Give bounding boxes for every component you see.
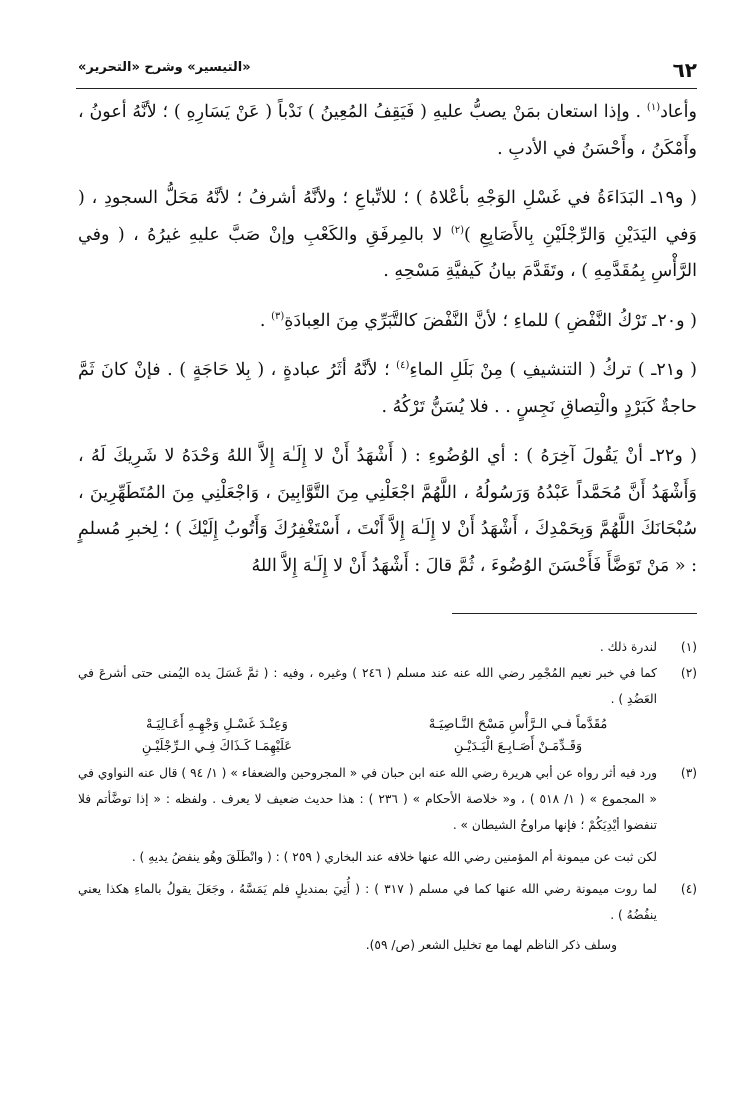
footnote-ref-4: (٤) bbox=[396, 360, 410, 372]
footnote-ref-3: (٣) bbox=[271, 310, 285, 322]
footnote-1 bbox=[78, 634, 697, 660]
footnote-4-note: وسلف ذكر الناظم لهما مع تخليل الشعر (ص/ ٥٩). bbox=[365, 938, 617, 952]
footnote-text: ورد فيه أثر رواه عن أبي هريرة رضي الله عنه ابن حبان في « المجروحين والضعفاء » ( ١/ ٩٤ ) قال عنه النواوي في « المجموع » ( ١/ ٥١٨ ) ، و« خلاصة الأحكام » ( ٢٣٦ ) : هذا حديث ضعيف لا يعرف . ولفظه : « إذا توضَّأتم فلا تنفضوا أيْدِيَكُمْ ؛ فإنها مراوحُ الشيطان » . bbox=[78, 766, 657, 832]
poem-verses bbox=[78, 714, 697, 758]
verse-line bbox=[78, 714, 657, 736]
footnote-2 bbox=[78, 660, 697, 712]
header-rule bbox=[76, 88, 697, 89]
footnotes bbox=[78, 634, 697, 958]
hemistich-left: وَعِنْـدَ غَسْـلِ وَجْهِـهِ أَعَـالِيَـهْ bbox=[145, 717, 288, 732]
footnote-number: (٣) bbox=[680, 766, 697, 780]
text-run: ( و٢١ـ ) تركُ ( التنشيفِ ) مِنْ بَلَلِ الماءِ bbox=[409, 360, 697, 380]
text-run: ( و١٩ـ البَدَاءَةُ في غَسْلِ الوَجْهِ بأعْلاهُ ) ؛ للاتِّباعِ ؛ ولأنَّهُ أشرفُ ؛ لأنَّهُ مَحَلُّ السجودِ ، ( وَفي اليَدَيْنِ وَالرِّجْلَيْنِ بِالأَصَابِعِ ) bbox=[78, 188, 698, 245]
text-run: . وإذا استعان بمَنْ يصبُّ عليهِ ( فَيَقِفُ المُعِينُ ) نَدْباً ( عَنْ يَسَارِهِ ) ؛ لأنَّهُ أعونُ ، وأَمْكَنُ ، وأَحْسَنُ في الأدبِ . bbox=[78, 102, 697, 159]
footnote-text: كما في خبر نعيم المُجْمِر رضي الله عنه عند مسلم ( ٢٤٦ ) وغيره ، وفيه : ( ثمَّ غَسَلَ يده اليُمنى حتى أشرعَ في العَضُدِ ) . bbox=[78, 666, 657, 706]
footnote-ref-2: (٢) bbox=[450, 224, 465, 236]
text-run: ؛ لأنَّهُ أثَرُ عبادةٍ ، ( بِلا حَاجَةٍ ) . فإنْ كانَ ثَمَّ حاجةٌ كَبَرْدٍ والْتِصاقِ نَجِسٍ . . فلا يُسَنُّ تَرْكُهُ . bbox=[78, 360, 697, 417]
footnote-4 bbox=[78, 876, 697, 928]
hemistich-right: وَقَـدِّمَـنْ أَصَـابِـعَ الْيَـدَيْـنِ bbox=[453, 739, 583, 754]
text-run: . bbox=[259, 310, 272, 331]
footnote-rule bbox=[452, 613, 697, 614]
page-number: ٦٢ bbox=[672, 58, 697, 82]
verse-line bbox=[78, 736, 657, 758]
footnote-3 bbox=[78, 760, 697, 838]
footnote-number: (٢) bbox=[680, 666, 697, 680]
page-header bbox=[78, 58, 697, 84]
paragraph-5: ( و٢٢ـ أنْ يَقُولَ آخِرَهُ ) : أي الوُضُوءِ : ( أَشْهَدُ أَنْ لا إِلَـٰهَ إِلاَّ اللهُ وَحْدَهُ لا شَرِيكَ لَهُ ، وَأَشْهَدُ أَنَّ مُحَمَّداً عَبْدُهُ وَرَسُولُهُ ، اللَّهُمَّ اجْعَلْنِي مِنَ التَّوَّابِينَ ، وَاجْعَلْنِي مِنَ المُتَطَهِّرِينَ ، سُبْحَانَكَ اللَّهُمَّ وَبِحَمْدِكَ ، أَشْهَدُ أَنْ لا إِلَـٰهَ إِلاَّ أَنْتَ ، أَسْتَغْفِرُكَ وَأَتُوبُ إِلَيْكَ ) ؛ لِخبرِ مُسلمٍ : « مَنْ تَوَضَّأَ فَأَحْسَنَ الوُضُوءَ ، ثُمَّ قالَ : أَشْهَدُ أَنْ لا إِلَـٰهَ إِلاَّ اللهُ bbox=[78, 446, 697, 576]
paragraph-3 bbox=[78, 303, 697, 340]
text-run: وأعاد bbox=[660, 102, 697, 122]
main-text bbox=[78, 94, 697, 597]
paragraph-4 bbox=[78, 352, 697, 425]
text-run: ( و٢٠ـ تَرْكُ النَّفْضِ ) للماءِ ؛ لأنَّ النَّفْضَ كالتَّبَرِّي مِنَ العِبادَةِ bbox=[284, 310, 697, 331]
footnote-ref-1: (١) bbox=[646, 102, 661, 114]
running-title: «التيسير» وشرح «التحرير» bbox=[78, 60, 251, 75]
hemistich-left: عَلَيْهِمَـا كَـذَاكَ فِـي الـرِّجْلَيْـنِ bbox=[141, 739, 293, 754]
hemistich-right: مُقَدَّماً فـي الـرَّأْسِ مَسْحَ النَّـاصِيَـهْ bbox=[428, 717, 608, 732]
footnote-number: (١) bbox=[680, 640, 697, 654]
footnote-number: (٤) bbox=[680, 882, 697, 896]
footnote-3-continuation: لكن ثبت عن ميمونة أم المؤمنين رضي الله عنها خلافه عند البخاري ( ٢٥٩ ) : ( وانْطَلَقَ وهُو ينفضُ يديهِ ) . bbox=[131, 850, 657, 864]
footnote-text: لما روت ميمونة رضي الله عنها كما في مسلم ( ٣١٧ ) : ( أُتِيَ بمنديلٍ فلم يَمَسَّهُ ، وجَعَلَ يقولُ بالماءِ هكذا يعني ينفُضُهُ ) . bbox=[78, 882, 657, 922]
footnote-text: لندرة ذلك . bbox=[599, 640, 657, 654]
paragraph-1 bbox=[78, 94, 697, 167]
text-run: لا بالمِرفَقِ والكَعْبِ وإنْ صَبَّ عليهِ غيرُهُ ، ( وفي الرَّأْسِ بِمُقَدَّمِهِ ) ، وتَقَدَّمَ بيانُ كَيفيَّةِ مَسْحِهِ . bbox=[78, 224, 697, 281]
paragraph-2 bbox=[78, 180, 697, 290]
